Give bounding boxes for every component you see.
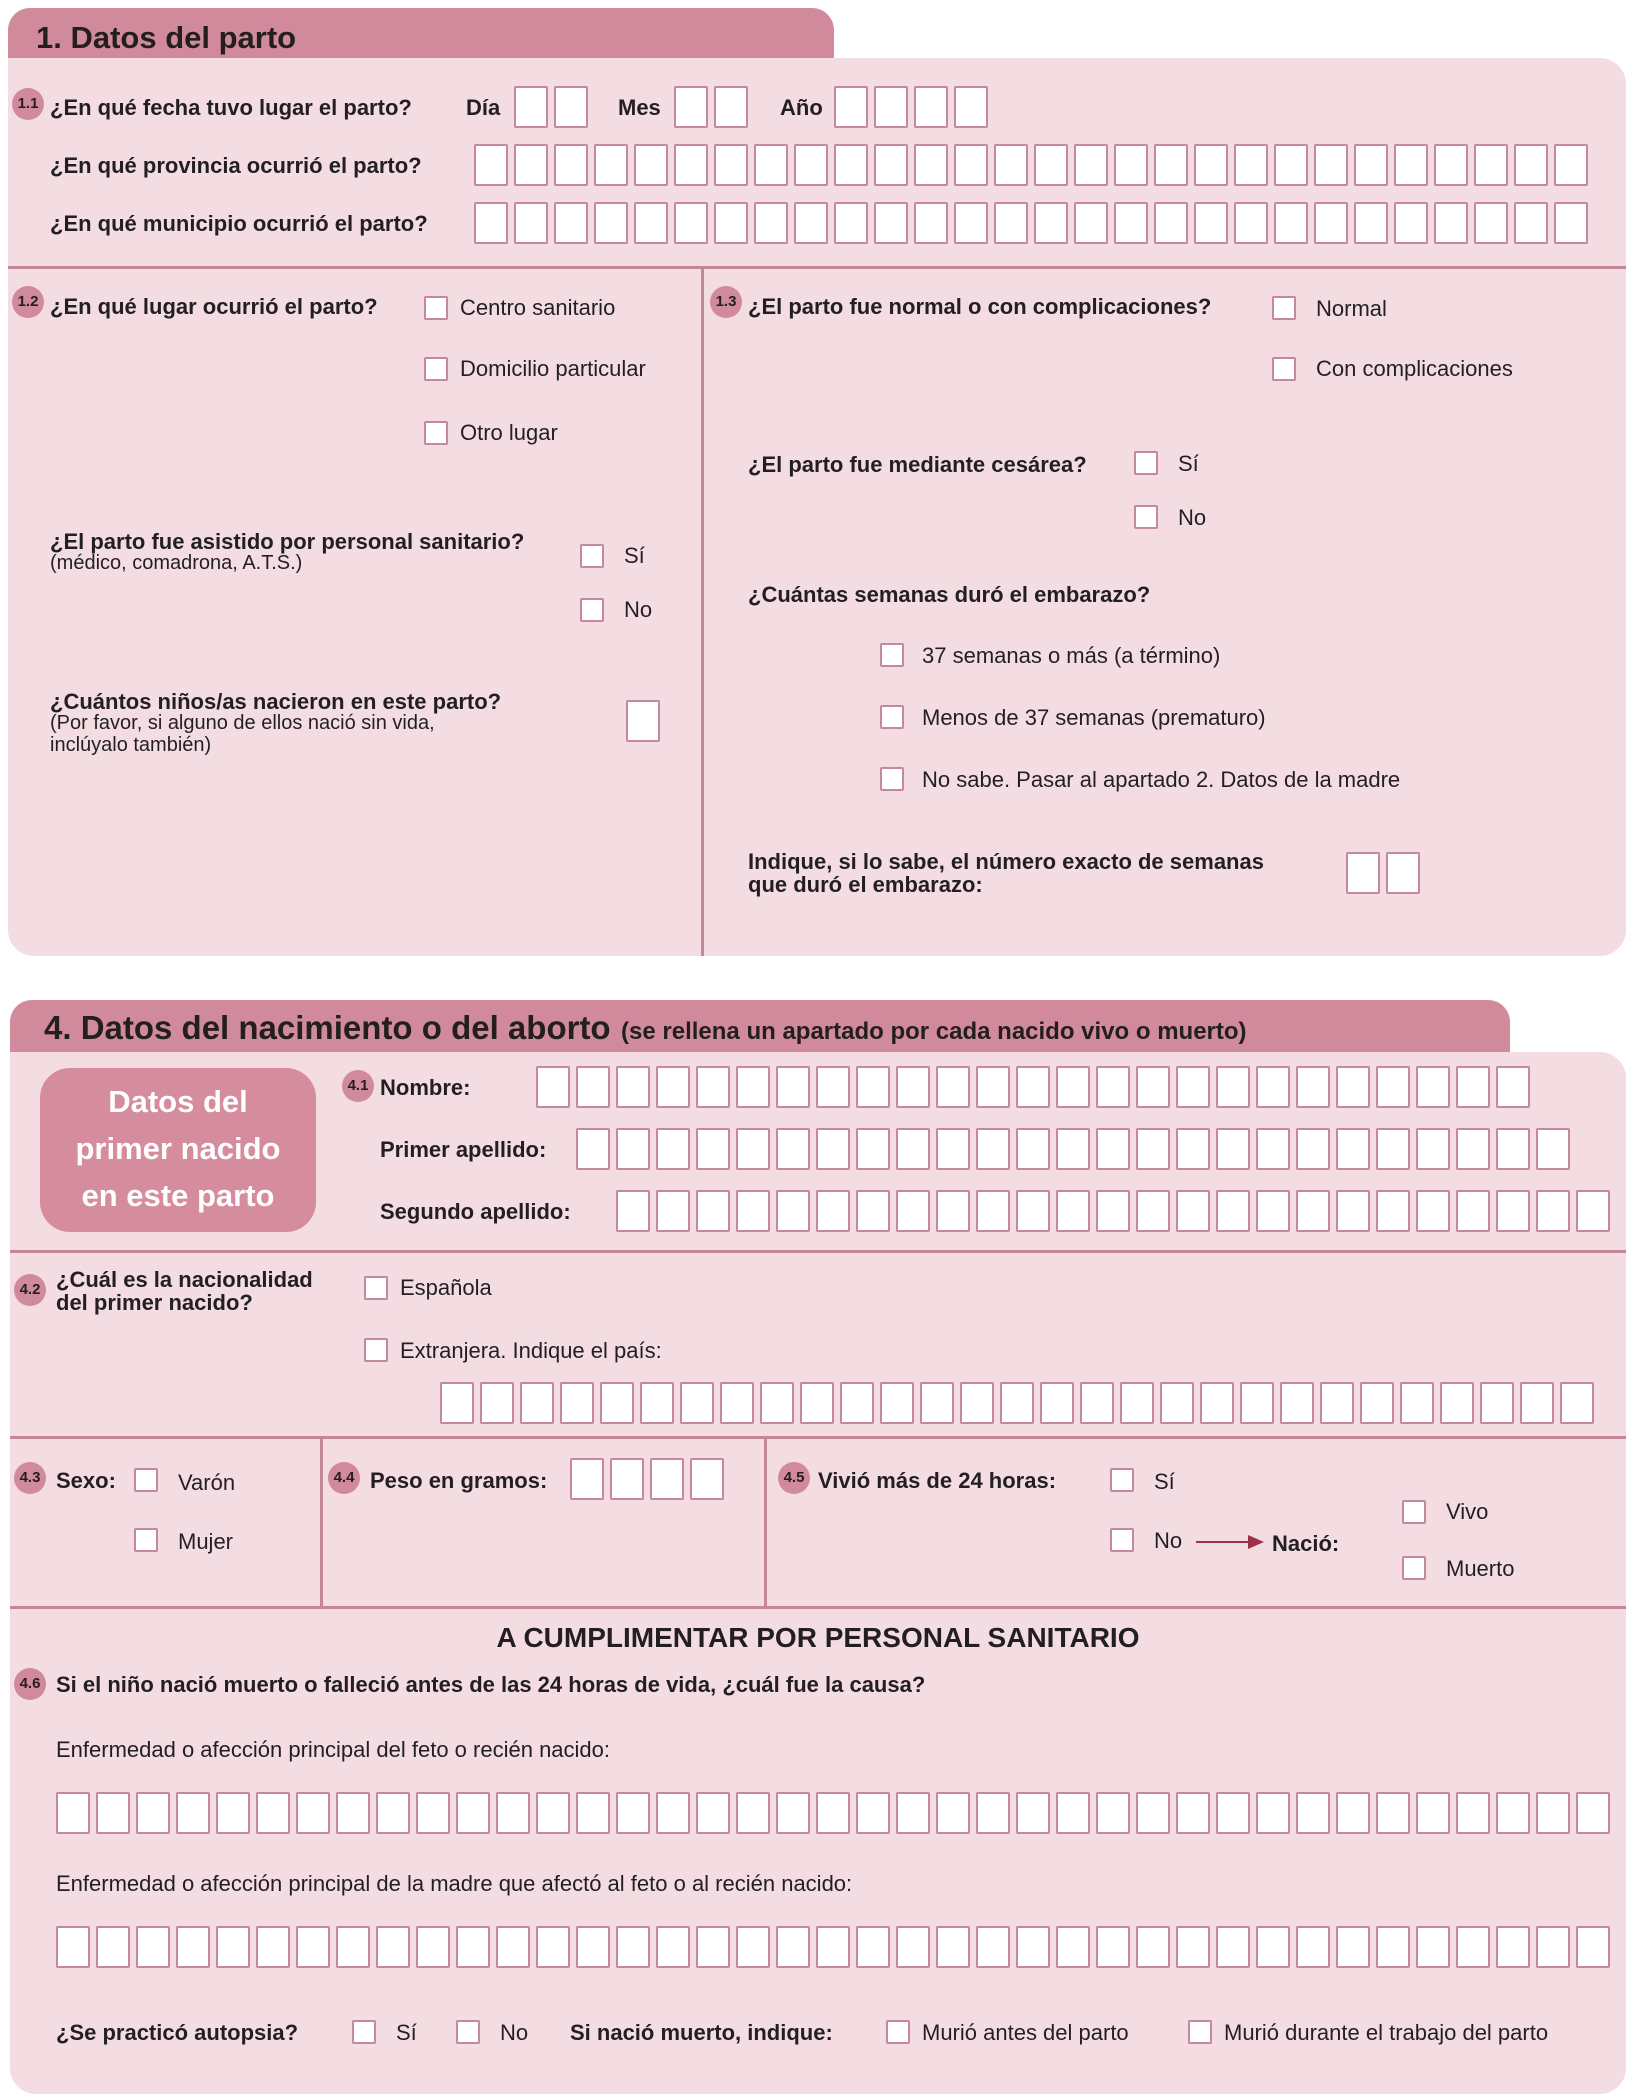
weeks-unknown-label: No sabe. Pasar al apartado 2. Datos de la madre (922, 767, 1401, 792)
question-number-4-4: 4.4 (328, 1462, 360, 1494)
died-before-birth-checkbox[interactable] (886, 2020, 910, 2044)
weight-lived-divider (764, 1436, 767, 1608)
place-other-checkbox[interactable] (424, 421, 448, 445)
born-alive-checkbox[interactable] (1402, 1500, 1426, 1524)
assisted-yes-checkbox[interactable] (580, 544, 604, 568)
place-other-label: Otro lugar (460, 420, 558, 445)
question-number-1-3: 1.3 (710, 286, 742, 318)
normal-label: Normal (1316, 296, 1387, 321)
province-question: ¿En qué provincia ocurrió el parto? (50, 153, 422, 178)
fetus-condition-label: Enfermedad o afección principal del feto o recién nacido: (56, 1737, 611, 1762)
complications-question: ¿El parto fue normal o con complicaciones? (748, 294, 1212, 319)
spanish-checkbox[interactable] (364, 1276, 388, 1300)
male-label: Varón (178, 1470, 236, 1495)
day-input[interactable] (514, 86, 588, 128)
first-born-badge (40, 1068, 316, 1232)
spanish-label: Española (400, 1275, 492, 1300)
date-question: ¿En qué fecha tuvo lugar el parto? (50, 95, 412, 120)
complications-label: Con complicaciones (1316, 356, 1513, 381)
question-number-4-5: 4.5 (778, 1462, 810, 1494)
sex-weight-divider (320, 1436, 323, 1608)
badge-line-1: Datos del (108, 1084, 248, 1119)
first-surname-label: Primer apellido: (380, 1137, 547, 1162)
place-home-label: Domicilio particular (460, 356, 646, 381)
weeks-term-checkbox[interactable] (880, 643, 904, 667)
female-checkbox[interactable] (134, 1528, 158, 1552)
name-label: Nombre: (380, 1075, 471, 1100)
year-label: Año (780, 95, 823, 120)
fetus-condition-input[interactable] (56, 1792, 1610, 1834)
autopsy-no-label: No (500, 2020, 529, 2045)
lived-no-label: No (1154, 1528, 1183, 1553)
female-label: Mujer (178, 1529, 234, 1554)
section-4-divider-2 (10, 1436, 1626, 1439)
section-4-divider-3 (10, 1606, 1626, 1609)
weeks-question: ¿Cuántas semanas duró el embarazo? (748, 582, 1151, 607)
question-number-4-3: 4.3 (14, 1462, 46, 1494)
assisted-yes-label: Sí (624, 543, 645, 568)
died-during-labor-label: Murió durante el trabajo del parto (1224, 2020, 1549, 2045)
lived-yes-label: Sí (1154, 1469, 1175, 1494)
section-1-panel (8, 58, 1626, 956)
stillborn-label: Si nació muerto, indique: (570, 2020, 833, 2045)
province-input[interactable] (474, 144, 1588, 186)
weight-label: Peso en gramos: (370, 1468, 548, 1493)
cesarean-yes-label: Sí (1178, 451, 1199, 476)
weeks-unknown-checkbox[interactable] (880, 767, 904, 791)
assisted-note: (médico, comadrona, A.T.S.) (50, 552, 303, 574)
children-count-input[interactable] (626, 700, 660, 742)
arrow-right-icon (1196, 1532, 1266, 1552)
born-dead-label: Muerto (1446, 1556, 1515, 1581)
died-during-labor-checkbox[interactable] (1188, 2020, 1212, 2044)
name-input[interactable] (536, 1066, 1530, 1108)
place-home-checkbox[interactable] (424, 357, 448, 381)
autopsy-question: ¿Se practicó autopsia? (56, 2020, 299, 2045)
cesarean-question: ¿El parto fue mediante cesárea? (748, 452, 1087, 477)
month-input[interactable] (674, 86, 748, 128)
autopsy-yes-label: Sí (396, 2020, 417, 2045)
badge-line-2: primer nacido (75, 1131, 281, 1166)
section-1-divider (8, 266, 1626, 269)
second-surname-label: Segundo apellido: (380, 1199, 571, 1224)
nationality-question-line-2: del primer nacido? (56, 1290, 253, 1315)
weeks-premature-checkbox[interactable] (880, 705, 904, 729)
foreign-checkbox[interactable] (364, 1338, 388, 1362)
section-4-title-note: (se rellena un apartado por cada nacido vivo o muerto) (621, 1018, 1247, 1045)
death-cause-question: Si el niño nació muerto o falleció antes de las 24 horas de vida, ¿cuál fue la causa? (56, 1672, 926, 1697)
born-label: Nació: (1272, 1531, 1340, 1556)
health-staff-heading: A CUMPLIMENTAR POR PERSONAL SANITARIO (496, 1622, 1140, 1653)
place-hospital-label: Centro sanitario (460, 295, 616, 320)
section-4-title-main: 4. Datos del nacimiento o del aborto (44, 1009, 611, 1046)
died-before-birth-label: Murió antes del parto (922, 2020, 1129, 2045)
children-note-line-2: inclúyalo también) (50, 734, 212, 756)
male-checkbox[interactable] (134, 1468, 158, 1492)
weeks-premature-label: Menos de 37 semanas (prematuro) (922, 705, 1266, 730)
exact-weeks-input[interactable] (1346, 852, 1420, 894)
second-surname-input[interactable] (616, 1190, 1610, 1232)
question-number-1-1: 1.1 (12, 88, 44, 120)
month-label: Mes (618, 95, 661, 120)
section-4-title (44, 1009, 1247, 1047)
cesarean-no-label: No (1178, 505, 1207, 530)
exact-weeks-question-line-2: que duró el embarazo: (748, 872, 983, 897)
place-hospital-checkbox[interactable] (424, 296, 448, 320)
question-number-4-6: 4.6 (14, 1668, 46, 1700)
municipality-question: ¿En qué municipio ocurrió el parto? (50, 211, 428, 236)
question-number-1-2: 1.2 (12, 286, 44, 318)
nationality-question-line-1: ¿Cuál es la nacionalidad (56, 1267, 313, 1292)
complications-checkbox[interactable] (1272, 357, 1296, 381)
cesarean-yes-checkbox[interactable] (1134, 451, 1158, 475)
lived-yes-checkbox[interactable] (1110, 1468, 1134, 1492)
section-1-column-divider (701, 266, 704, 956)
mother-condition-label: Enfermedad o afección principal de la madre que afectó al feto o al recién nacido: (56, 1871, 853, 1896)
exact-weeks-question-line-1: Indique, si lo sabe, el número exacto de semanas (748, 849, 1264, 874)
assisted-no-label: No (624, 597, 653, 622)
children-question: ¿Cuántos niños/as nacieron en este parto? (50, 689, 502, 714)
born-alive-label: Vivo (1446, 1499, 1489, 1524)
place-question: ¿En qué lugar ocurrió el parto? (50, 294, 378, 319)
year-input[interactable] (834, 86, 988, 128)
section-4-divider-1 (10, 1250, 1626, 1253)
lived-no-checkbox[interactable] (1110, 1528, 1134, 1552)
lived-24h-label: Vivió más de 24 horas: (818, 1468, 1057, 1493)
weeks-term-label: 37 semanas o más (a término) (922, 643, 1221, 668)
normal-checkbox[interactable] (1272, 296, 1296, 320)
assisted-no-checkbox[interactable] (580, 598, 604, 622)
country-input[interactable] (440, 1382, 1594, 1424)
question-number-4-2: 4.2 (14, 1274, 46, 1306)
assisted-question: ¿El parto fue asistido por personal sanitario? (50, 529, 525, 554)
municipality-input[interactable] (474, 202, 1588, 244)
sex-label: Sexo: (56, 1468, 116, 1493)
mother-condition-input[interactable] (56, 1926, 1610, 1968)
foreign-label: Extranjera. Indique el país: (400, 1338, 662, 1363)
day-label: Día (466, 95, 501, 120)
question-number-4-1: 4.1 (342, 1070, 374, 1102)
weight-input[interactable] (570, 1458, 724, 1500)
children-note-line-1: (Por favor, si alguno de ellos nació sin vida, (50, 712, 435, 734)
autopsy-yes-checkbox[interactable] (352, 2020, 376, 2044)
born-dead-checkbox[interactable] (1402, 1556, 1426, 1580)
autopsy-no-checkbox[interactable] (456, 2020, 480, 2044)
badge-line-3: en este parto (81, 1178, 275, 1213)
section-1-title: 1. Datos del parto (36, 20, 297, 55)
first-surname-input[interactable] (576, 1128, 1570, 1170)
cesarean-no-checkbox[interactable] (1134, 505, 1158, 529)
